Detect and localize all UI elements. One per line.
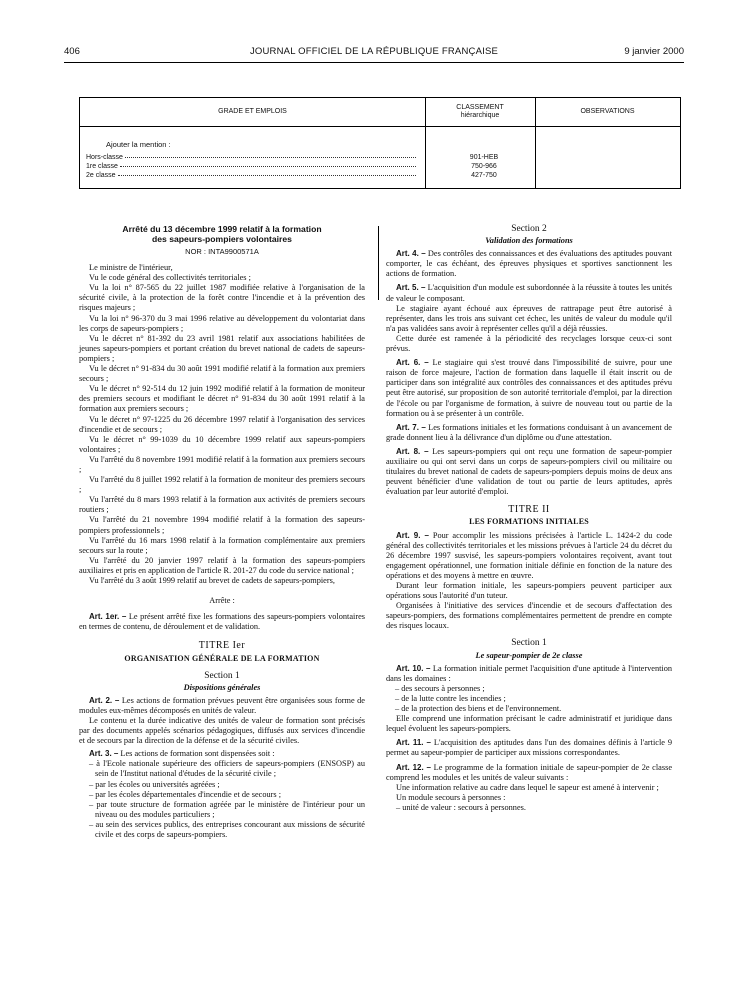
paragraph: Le ministre de l'intérieur, <box>89 263 173 273</box>
paragraph: Vu le décret n° 97-1225 du 26 décembre 1997 relatif à l'organisation des services d'incendie et de secours ; <box>79 414 365 434</box>
article-text: L'acquisition des aptitudes dans l'un des domaines définis à l'article 9 permet au sapeur-pompier de participer aux missions correspondantes. <box>386 738 673 758</box>
left-column <box>79 224 365 840</box>
paragraph: Organisées à l'initiative des services d'incendie et de secours d'affectation des sapeurs-pompiers, des formations complémentaires permettent de prendre en compte des risques locaux. <box>386 601 672 631</box>
row-value: 901-HEB <box>469 154 499 161</box>
paragraph: Vu le décret n° 91-834 du 30 août 1991 modifié relatif à la formation aux premiers secours ; <box>79 364 365 384</box>
section-2-heading: Section 2 <box>511 224 547 234</box>
paragraph: Vu l'arrêté du 8 novembre 1991 modifié relatif à la formation aux premiers secours ; <box>79 454 365 474</box>
list-item: – des secours à personnes ; <box>395 683 485 693</box>
decree-title-line1: Arrêté du 13 décembre 1999 relatif à la formation <box>122 224 322 234</box>
decree-title-line2: des sapeurs-pompiers volontaires <box>152 234 292 244</box>
paragraph: Vu l'arrêté du 8 mars 1993 relatif à la formation aux activités de premiers secours routiers ; <box>79 495 365 515</box>
paragraph: Cette durée est ramenée à la périodicité des recyclages lorsque ceux-ci sont prévus. <box>386 333 672 354</box>
article-10 <box>386 664 672 684</box>
titre-2-subheading: LES FORMATIONS INITIALES <box>469 517 589 527</box>
article-label: Art. 12. – <box>396 762 431 772</box>
header-rule <box>64 62 684 63</box>
paragraph: Vu l'arrêté du 21 novembre 1994 modifié relatif à la formation des sapeurs-pompiers professionnels ; <box>79 515 365 535</box>
titre-1-subheading: ORGANISATION GÉNÉRALE DE LA FORMATION <box>124 654 320 664</box>
article-text: Des contrôles des connaissances et des évaluations des aptitudes pouvant comporter, le cas échéant, des épreuves physiques et sportives sanctionnent les actions de formation. <box>386 249 672 279</box>
leader-dots <box>118 172 416 176</box>
arrete-heading: Arrête : <box>209 596 235 606</box>
section-2-subheading: Validation des formations <box>485 236 573 246</box>
paragraph: Vu le décret n° 92-514 du 12 juin 1992 modifié relatif à la formation de moniteur des premiers secours et modifiant le décret n° 91-834 du 30 août 1991 relatif à la formation aux premiers secours ; <box>79 384 365 414</box>
article-label: Art. 9. – <box>396 530 429 540</box>
article-label: Art. 1er. – <box>89 612 127 622</box>
titre-2-heading: TITRE II <box>508 504 550 516</box>
section-1-heading: Section 1 <box>511 638 547 649</box>
table-header-rule <box>80 126 680 127</box>
table-row <box>86 163 416 170</box>
article-text: Les actions de formation sont dispensées soit : <box>118 749 275 759</box>
row-label: Hors-classe <box>86 154 123 161</box>
titre-1-heading: TITRE Ier <box>198 640 246 652</box>
paragraph: Un module secours à personnes : <box>396 792 506 802</box>
list-item: – de la protection des biens et de l'environnement. <box>395 704 562 714</box>
article-text: La formation initiale permet l'acquisition d'une aptitude à l'intervention dans les domaines : <box>386 663 672 683</box>
article-label: Art. 10. – <box>396 663 431 673</box>
nor-reference: NOR : INTA9900571A <box>185 247 259 256</box>
article-label: Art. 3. – <box>89 749 119 759</box>
paragraph: Vu l'arrêté du 16 mars 1998 relatif à la formation complémentaire aux premiers secours sur la route ; <box>79 535 365 555</box>
paragraph: Elle comprend une information précisant le cadre administratif et juridique dans lequel évoluent les sapeurs-pompiers. <box>386 714 672 734</box>
article-text: Le programme de la formation initiale de sapeur-pompier de 2e classe comprend les modules et les unités de valeur suivants : <box>386 762 672 782</box>
table-header-observations: OBSERVATIONS <box>580 108 635 115</box>
article-1 <box>79 612 365 632</box>
paragraph: Durant leur formation initiale, les sapeurs-pompiers peuvent participer aux opérations sous l'autorité d'un tuteur. <box>386 581 672 601</box>
article-8 <box>386 447 672 497</box>
article-text: Le stagiaire qui s'est trouvé dans l'impossibilité de suivre, pour une raison de force majeure, l'action de formation dans laquelle il était inscrit ou de participer dans son intégralité aux contrôles des connaissances et des aptitudes prévu peut être autorisé, sur proposition de son autorité territoriale d'emploi, par la direction de l'école ou par l'organisme de formation, à suivre de nouveau tout ou partie de la formation ou à se présenter à un contrôle. <box>386 358 673 418</box>
paragraph: Le contenu et la durée indicative des unités de valeur de formation sont précisés par des documents appelés scénarios pédagogiques, diffusés aux services d'incendie et de secours par la direction de la défense et de la sécurité civiles. <box>79 715 365 746</box>
table-header-classement <box>425 98 535 126</box>
table-row <box>86 172 416 179</box>
table-row <box>86 154 416 161</box>
list-item: – par les écoles départementales d'incendie et de secours ; <box>89 789 282 799</box>
article-text: Les actions de formation prévues peuvent être organisées sous forme de modules eux-mêmes décomposés en unités de valeur. <box>79 695 365 715</box>
article-11 <box>386 738 672 758</box>
paragraph: – unité de valeur : secours à personnes. <box>396 802 526 812</box>
list-item: – par toute structure de formation agréée par le ministère de l'intérieur pour un niveau ou des modules particuliers ; <box>89 799 365 819</box>
row-label: 1re classe <box>86 163 118 170</box>
header-classement-line2: hiérarchique <box>460 112 500 119</box>
paragraph: Vu le code général des collectivités territoriales ; <box>89 273 251 283</box>
section-1-subheading: Dispositions générales <box>183 682 261 692</box>
row-value: 427-750 <box>471 172 497 179</box>
article-text: Pour accomplir les missions précisées à l'article L. 1424-2 du code général des collectivités territoriales et les missions prévues à l'article 24 du décret du 26 décembre 1997 susvisé, les sapeurs-pompiers volontaires reçoivent, avant tout engagement opérationnel, une formation initiale définie en fonction de la nature des opérations et des moyens à mettre en œuvre. <box>386 530 672 580</box>
header-classement-line1: CLASSEMENT <box>456 104 504 111</box>
article-text: Le présent arrêté fixe les formations des sapeurs-pompiers volontaires en termes de contenu, de déroulement et de validation. <box>79 612 365 632</box>
grade-table <box>79 97 681 189</box>
list-item: – de la lutte contre les incendies ; <box>395 693 506 703</box>
page-number: 406 <box>64 46 80 57</box>
paragraph: Vu la loi n° 87-565 du 22 juillet 1987 modifiée relative à l'organisation de la sécurité civile, à la protection de la forêt contre l'incendie et à la prévention des risques majeurs ; <box>79 283 365 313</box>
row-value: 750-966 <box>471 163 497 170</box>
article-label: Art. 5. – <box>396 283 426 293</box>
article-12 <box>386 763 672 783</box>
paragraph: Vu l'arrêté du 8 juillet 1992 relatif à la formation de moniteur des premiers secours ; <box>79 475 365 495</box>
leader-dots <box>125 154 416 158</box>
paragraph: Une information relative au cadre dans lequel le sapeur est amené à intervenir ; <box>396 782 659 792</box>
paragraph: Vu l'arrêté du 3 août 1999 relatif au brevet de cadets de sapeurs-pompiers, <box>89 576 335 585</box>
paragraph: Vu le décret n° 81-392 du 23 avril 1981 relatif aux associations habilitées de jeunes sapeurs-pompiers et portant création du brevet national de cadets de sapeurs-pompiers ; <box>79 333 365 363</box>
leader-dots <box>120 163 416 167</box>
list-item: – à l'Ecole nationale supérieure des officiers de sapeurs-pompiers (ENSOSP) au sein de l'Institut national d'études de la sécurité civile ; <box>89 759 365 779</box>
article-label: Art. 11. – <box>396 738 432 748</box>
list-item: – par les écoles ou universités agréées ; <box>89 779 220 789</box>
article-text: Les sapeurs-pompiers qui ont reçu une formation de sapeur-pompier auxiliaire ou qui ont servi dans un corps de sapeurs-pompiers civil ou militaire ou titulaires du brevet national de cadets de sapeurs-pompiers depuis moins de deux ans peuvent bénéficier d'une validation de tout ou partie de leurs aptitudes, après évaluation par leur autorité d'emploi. <box>386 446 672 497</box>
column-separator <box>378 226 379 300</box>
article-6 <box>386 358 672 419</box>
list-item: – au sein des services publics, des entreprises concourant aux missions de sécurité civile et des corps de sapeurs-pompiers. <box>89 819 365 839</box>
article-5 <box>386 283 672 303</box>
table-header-grade: GRADE ET EMPLOIS <box>218 108 287 115</box>
article-label: Art. 8. – <box>396 446 429 456</box>
article-label: Art. 6. – <box>396 358 429 368</box>
journal-title: JOURNAL OFFICIEL DE LA RÉPUBLIQUE FRANÇAISE <box>249 46 499 57</box>
article-label: Art. 7. – <box>396 422 426 432</box>
right-column <box>386 224 672 813</box>
article-7 <box>386 423 672 443</box>
article-label: Art. 2. – <box>89 695 120 705</box>
section-1-heading: Section 1 <box>204 670 240 681</box>
row-label: 2e classe <box>86 172 116 179</box>
article-3 <box>79 749 365 759</box>
article-text: L'acquisition d'un module est subordonnée à la réussite à toutes les unités de valeur le composant. <box>386 283 673 303</box>
section-1-subheading: Le sapeur-pompier de 2e classe <box>475 650 583 660</box>
paragraph: Vu le décret n° 99-1039 du 10 décembre 1999 relatif aux sapeurs-pompiers volontaires ; <box>79 434 365 454</box>
article-9 <box>386 531 672 581</box>
issue-date: 9 janvier 2000 <box>624 46 684 57</box>
paragraph: Vu l'arrêté du 20 janvier 1997 relatif à la formation des sapeurs-pompiers auxiliaires et pris en application de l'article R. 201-27 du code du service national ; <box>79 555 365 575</box>
article-4 <box>386 249 672 279</box>
article-2 <box>79 696 365 716</box>
article-text: Les formations initiales et les formations conduisant à un avancement de grade donnent lieu à la délivrance d'un diplôme ou d'une attestation. <box>386 422 672 442</box>
article-label: Art. 4. – <box>396 249 426 259</box>
table-mention: Ajouter la mention : <box>106 140 171 149</box>
paragraph: Le stagiaire ayant échoué aux épreuves de rattrapage peut être autorisé à représenter, dans les trois ans suivant cet échec, les unités de valeur du module qu'il n'a pas validées sans avoir à représenter celles qu'il a déjà réussies. <box>386 303 672 333</box>
paragraph: Vu la loi n° 96-370 du 3 mai 1996 relative au développement du volontariat dans les corps de sapeurs-pompiers ; <box>79 313 365 333</box>
